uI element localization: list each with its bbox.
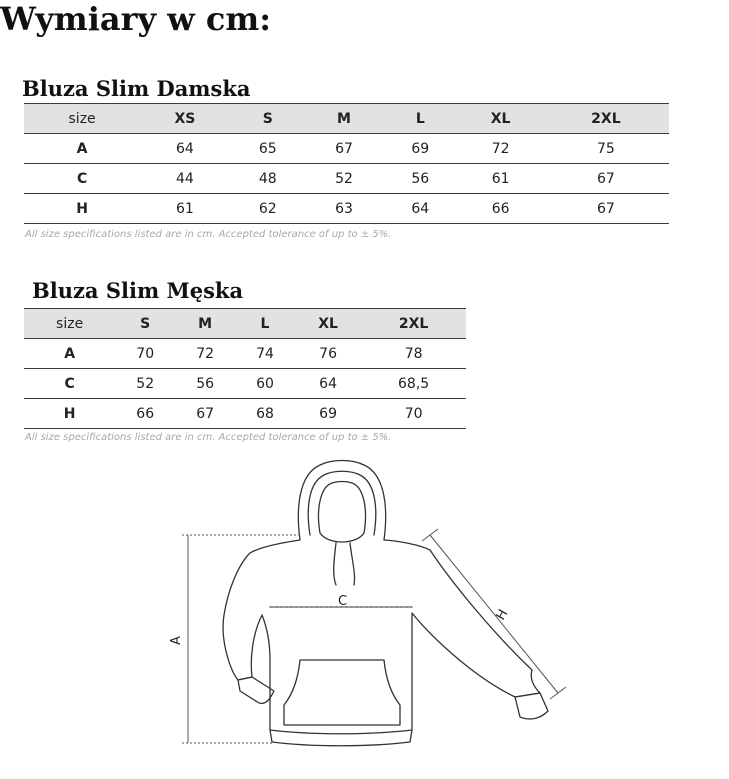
header-cell: S [115, 309, 175, 339]
table-row [24, 369, 466, 399]
header-cell: L [235, 309, 295, 339]
table-cell: 67 [543, 164, 669, 194]
drawstring-left [334, 543, 336, 585]
table-cell: 61 [140, 194, 229, 224]
table-cell: 65 [230, 134, 306, 164]
size-table-meska [24, 308, 466, 429]
table-cell: 61 [458, 164, 542, 194]
table-cell: 64 [382, 194, 458, 224]
row-label: A [24, 339, 115, 369]
table-cell: 70 [115, 339, 175, 369]
dimension-tick [550, 687, 566, 699]
table-cell: 66 [458, 194, 542, 224]
table-cell: 52 [306, 164, 382, 194]
table-row [24, 339, 466, 369]
table-cell: 72 [175, 339, 235, 369]
table-cell: 75 [543, 134, 669, 164]
table-cell: 56 [382, 164, 458, 194]
left-cuff [238, 677, 274, 703]
table-cell: 68 [235, 399, 295, 429]
header-cell: 2XL [543, 104, 669, 134]
table-cell: 64 [295, 369, 361, 399]
table-row [24, 399, 466, 429]
table-cell: 44 [140, 164, 229, 194]
row-label: H [24, 194, 140, 224]
dimension-tick [422, 529, 438, 541]
kangaroo-pocket [284, 660, 400, 725]
table-cell: 70 [361, 399, 466, 429]
table-cell: 66 [115, 399, 175, 429]
hoodie-measurement-diagram [160, 455, 580, 755]
table-title-damska: Bluza Slim Damska [22, 76, 251, 101]
table-cell: 69 [382, 134, 458, 164]
header-cell: XL [458, 104, 542, 134]
header-cell: size [24, 309, 115, 339]
table-cell: 72 [458, 134, 542, 164]
hoodie-body [223, 540, 540, 734]
tolerance-note: All size specifications listed are in cm. Accepted tolerance of up to ± 5%. [25, 229, 392, 240]
row-label: H [24, 399, 115, 429]
table-cell: 78 [361, 339, 466, 369]
table-cell: 56 [175, 369, 235, 399]
table-cell: 68,5 [361, 369, 466, 399]
label-h: H [493, 607, 512, 623]
table-cell: 48 [230, 164, 306, 194]
page-title: Wymiary w cm: [0, 0, 272, 38]
table-cell: 76 [295, 339, 361, 369]
header-cell: XS [140, 104, 229, 134]
table-cell: 67 [543, 194, 669, 224]
table-row [24, 194, 669, 224]
table-title-meska: Bluza Slim Męska [32, 278, 244, 303]
label-c: C [338, 594, 348, 609]
size-table-damska [24, 103, 669, 224]
hood-outline [298, 461, 385, 541]
row-label: C [24, 369, 115, 399]
row-label: C [24, 164, 140, 194]
table-row [24, 164, 669, 194]
header-cell: 2XL [361, 309, 466, 339]
table-row [24, 134, 669, 164]
header-cell: size [24, 104, 140, 134]
header-cell: L [382, 104, 458, 134]
table-cell: 63 [306, 194, 382, 224]
right-cuff [515, 693, 548, 719]
table-cell: 74 [235, 339, 295, 369]
row-label: A [24, 134, 140, 164]
table-cell: 69 [295, 399, 361, 429]
header-cell: M [306, 104, 382, 134]
table-cell: 60 [235, 369, 295, 399]
label-a: A [169, 636, 184, 645]
header-cell: S [230, 104, 306, 134]
drawstring-right [350, 543, 355, 585]
header-cell: XL [295, 309, 361, 339]
table-cell: 67 [306, 134, 382, 164]
table-cell: 52 [115, 369, 175, 399]
face-opening [319, 482, 366, 543]
table-header-row [24, 309, 466, 339]
tolerance-note: All size specifications listed are in cm. Accepted tolerance of up to ± 5%. [25, 432, 392, 443]
table-cell: 62 [230, 194, 306, 224]
header-cell: M [175, 309, 235, 339]
table-header-row [24, 104, 669, 134]
table-cell: 67 [175, 399, 235, 429]
table-cell: 64 [140, 134, 229, 164]
